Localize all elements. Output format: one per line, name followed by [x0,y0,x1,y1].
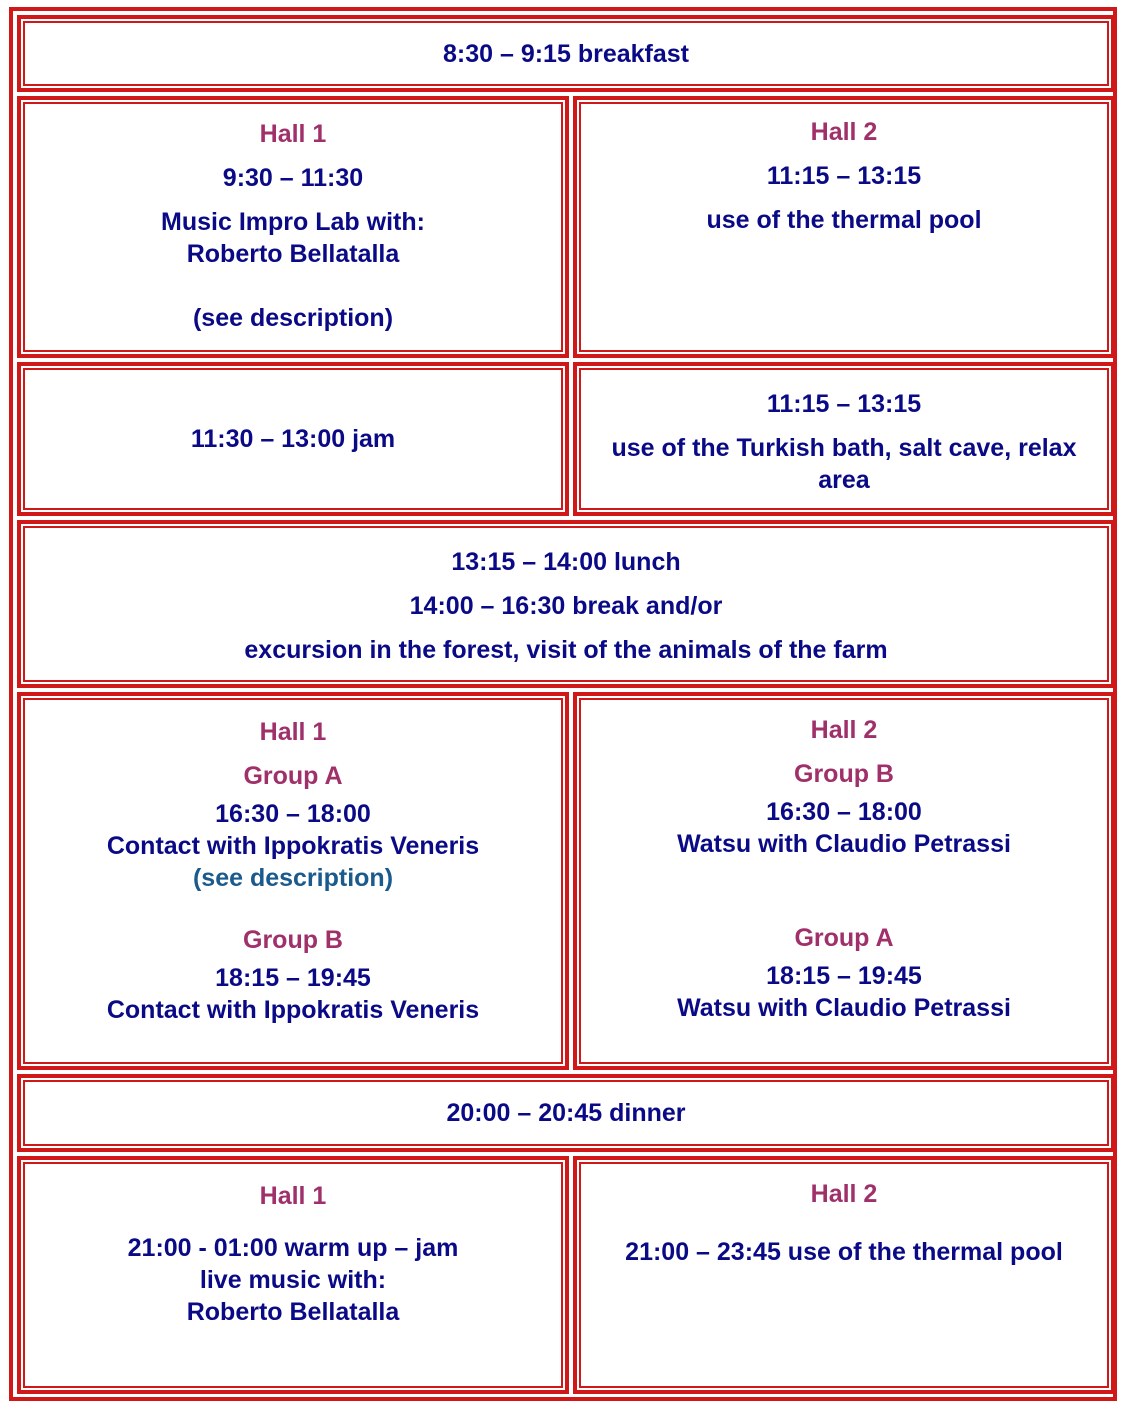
see-description-link[interactable]: (see description) [192,864,394,892]
hall-label: Hall 1 [259,1182,327,1210]
session-time: 16:30 – 18:00 [215,800,371,828]
hall-label: Hall 1 [259,718,327,746]
hall1-morning-cell [17,96,569,358]
session-activity: 21:00 – 23:45 use of the thermal pool [625,1238,1063,1266]
session-activity: live music with: [199,1266,387,1294]
session-host: Roberto Bellatalla [186,1298,400,1326]
session-time: 16:30 – 18:00 [766,798,922,826]
break-text: 14:00 – 16:30 break and/or [409,592,723,620]
session-time: 11:15 – 13:15 [766,162,922,190]
jam-text: 11:30 – 13:00 jam [190,425,396,453]
group-label: Group B [243,926,343,954]
hall2-evening-cell [573,1156,1115,1394]
session-time: 18:15 – 19:45 [766,962,922,990]
group-label: Group A [794,924,894,952]
breakfast-row [17,15,1115,92]
dinner-row [17,1074,1115,1152]
session-activity: Watsu with Claudio Petrassi [677,994,1011,1022]
hall1-evening-cell [17,1156,569,1394]
session-time: 18:15 – 19:45 [215,964,371,992]
session-activity: Watsu with Claudio Petrassi [677,830,1011,858]
hall-label: Hall 2 [810,716,878,744]
jam-cell [17,362,569,516]
lunch-row [17,520,1115,688]
session-host: Roberto Bellatalla [186,240,400,268]
see-description-note: (see description) [192,304,394,332]
session-activity: use of the thermal pool [706,206,982,234]
session-activity-cont: area [818,466,870,494]
hall-label: Hall 2 [810,118,878,146]
hall2-afternoon-cell [573,692,1115,1070]
dinner-text: 20:00 – 20:45 dinner [446,1099,686,1127]
session-time: 11:15 – 13:15 [766,390,922,418]
group-label: Group A [243,762,343,790]
hall1-afternoon-cell [17,692,569,1070]
hall2-morning-cell [573,96,1115,358]
session-time: 9:30 – 11:30 [222,164,364,192]
hall-label: Hall 2 [810,1180,878,1208]
hall-label: Hall 1 [259,120,327,148]
excursion-text: excursion in the forest, visit of the animals of the farm [244,636,888,664]
breakfast-text: 8:30 – 9:15 breakfast [443,39,689,68]
session-time: 21:00 - 01:00 warm up – jam [127,1234,459,1262]
session-activity: Contact with Ippokratis Veneris [106,996,480,1024]
session-activity: use of the Turkish bath, salt cave, relax [611,434,1077,462]
group-label: Group B [794,760,894,788]
wellness-cell [573,362,1115,516]
session-title: Music Impro Lab with: [161,208,425,236]
session-activity: Contact with Ippokratis Veneris [106,832,480,860]
lunch-text: 13:15 – 14:00 lunch [451,548,681,576]
